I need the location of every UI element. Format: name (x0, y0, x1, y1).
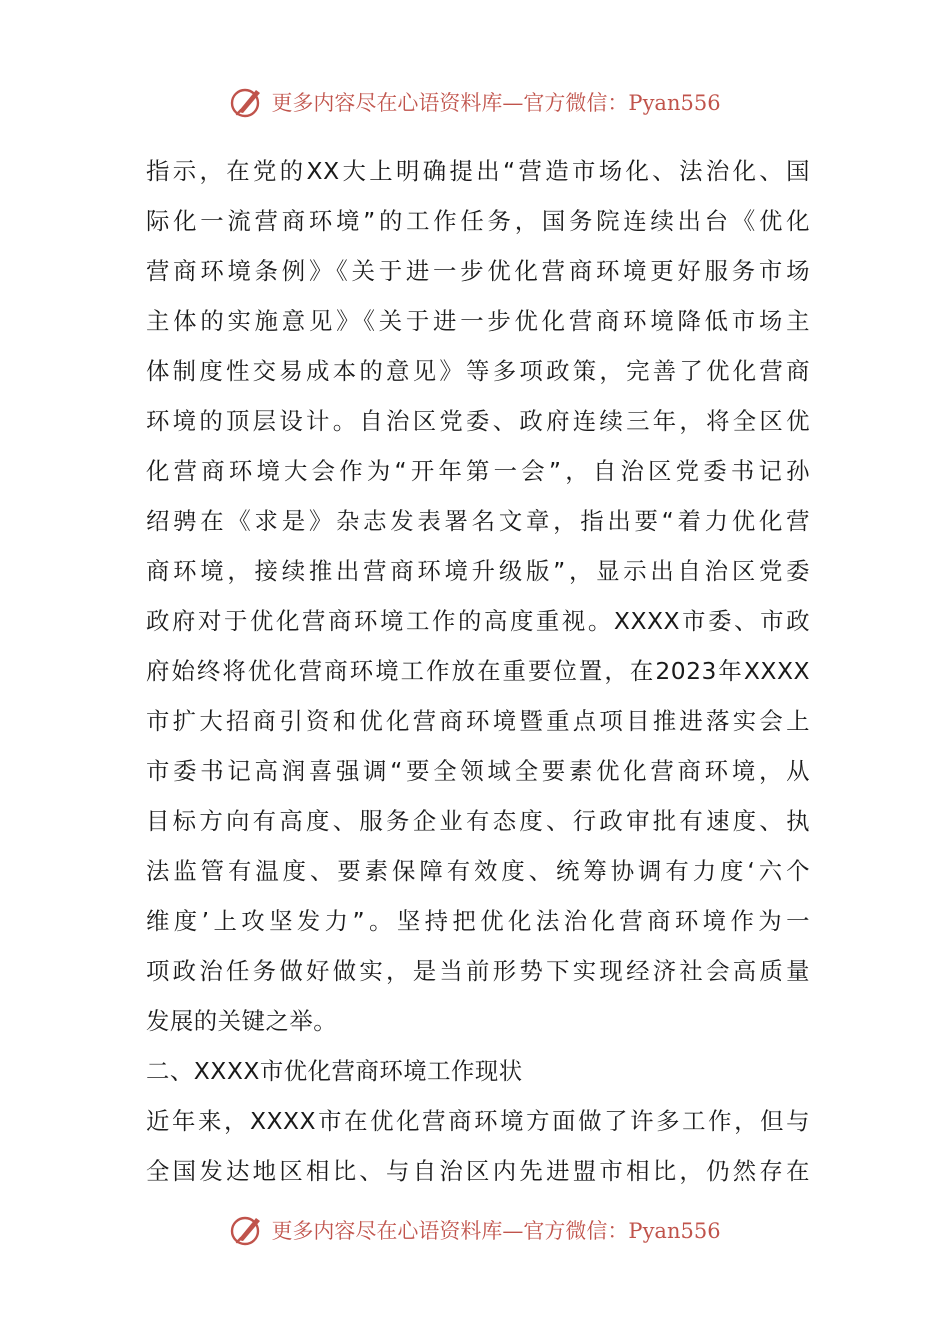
paragraph-line: 际化一流营商环境”的工作任务，国务院连续出台《优化 (146, 207, 810, 235)
section-heading: 二、XXXX市优化营商环境工作现状 (146, 1057, 523, 1085)
quill-pen-icon (229, 84, 265, 120)
header-banner (0, 80, 950, 124)
paragraph-line: 营商环境条例》《关于进一步优化营商环境更好服务市场 (146, 257, 810, 285)
paragraph-line: 市扩大招商引资和优化营商环境暨重点项目推进落实会上 (146, 707, 810, 735)
paragraph-line: 维度’上攻坚发力”。坚持把优化法治化营商环境作为一 (146, 907, 810, 935)
paragraph-line: 化营商环境大会作为“开年第一会”，自治区党委书记孙 (146, 457, 810, 485)
paragraph-line: 环境的顶层设计。自治区党委、政府连续三年，将全区优 (146, 407, 810, 435)
paragraph-line: 政府对于优化营商环境工作的高度重视。XXXX市委、市政 (146, 607, 810, 635)
paragraph-line: 全国发达地区相比、与自治区内先进盟市相比，仍然存在 (146, 1157, 810, 1185)
paragraph-line: 发展的关键之举。 (146, 1007, 338, 1035)
paragraph-line: 商环境，接续推出营商环境升级版”，显示出自治区党委 (146, 557, 810, 585)
paragraph-line: 体制度性交易成本的意见》等多项政策，完善了优化营商 (146, 357, 810, 385)
footer-banner-text: 更多内容尽在心语资料库—官方微信：Pyan556 (271, 1219, 721, 1243)
quill-pen-icon (229, 1212, 265, 1248)
document-body (146, 146, 810, 1196)
paragraph-line: 绍骋在《求是》杂志发表署名文章，指出要“着力优化营 (146, 507, 810, 535)
paragraph-line: 项政治任务做好做实，是当前形势下实现经济社会高质量 (146, 957, 810, 985)
footer-banner (0, 1208, 950, 1252)
paragraph-line: 市委书记高润喜强调“要全领域全要素优化营商环境，从 (146, 757, 810, 785)
paragraph-line: 府始终将优化营商环境工作放在重要位置，在2023年XXXX (146, 657, 810, 685)
paragraph-line: 指示，在党的XX大上明确提出“营造市场化、法治化、国 (146, 157, 810, 185)
paragraph-line: 法监管有温度、要素保障有效度、统筹协调有力度‘六个 (146, 857, 810, 885)
paragraph-line: 目标方向有高度、服务企业有态度、行政审批有速度、执 (146, 807, 810, 835)
paragraph-line: 近年来，XXXX市在优化营商环境方面做了许多工作，但与 (146, 1107, 810, 1135)
header-banner-text: 更多内容尽在心语资料库—官方微信：Pyan556 (271, 91, 721, 115)
paragraph-line: 主体的实施意见》《关于进一步优化营商环境降低市场主 (146, 307, 810, 335)
